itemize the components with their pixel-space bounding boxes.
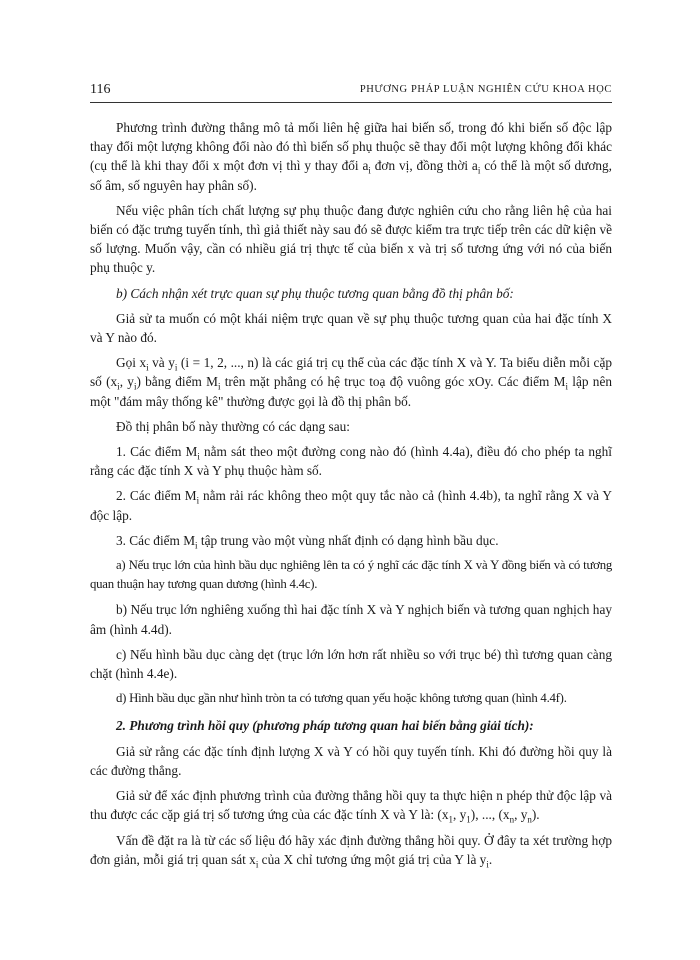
list-item: d) Hình bầu dục gần như hình tròn ta có tương quan yếu hoặc không tương quan (hình 4.4f). xyxy=(116,691,567,706)
paragraph: Gọi $x_i$ và $y_i$ (i = 1, 2, ..., n) là các giá trị cụ thể của các đặc tính X và Y. Ta biểu diễn mỗi cặp số ($x_i$, $y_i$) bằng điểm $M_i$ trên mặt phẳng có hệ trục toạ độ vuông góc xOy. Các điểm $M_i$ lập nên một "đám mây thống kê" thường được gọi là đồ thị phân bố. xyxy=(90,355,612,409)
list-item: 2. Các điểm $M_i$ nằm rải rác không theo một quy tắc nào cả (hình 4.4b), ta nghĩ rằng X và Y độc lập. xyxy=(90,488,613,523)
paragraph: Phương trình đường thẳng mô tả mối liên hệ giữa hai biến số, trong đó khi biến số độc lập thay đổi một lượng không đổi nào đó thì biến số phụ thuộc sẽ thay đổi một lượng không đổi khác (cụ thể là khi thay đổi x một đơn vị thì y thay đổi $a_i$ đơn vị, đồng thời $a_i$ có thể là một số dương, số âm, số nguyên hay phân số). xyxy=(90,120,612,193)
section-heading: 2. Phương trình hồi quy (phương pháp tương quan hai biến bằng giải tích): xyxy=(116,718,534,734)
paragraph: Giả sử để xác định phương trình của đường thẳng hồi quy ta thực hiện n phép thử độc lập và thu được các cặp giá trị số tương ứng của các đặc tính X và Y là: ($x_1$, $y_1$), ..., ($x_n$, $y_n$). xyxy=(90,788,612,825)
list-item: a) Nếu trục lớn của hình bầu dục nghiêng lên ta có ý nghĩ các đặc tính X và Y đồng biến và có tương quan thuận hay tương quan dương (hình 4.4c). xyxy=(90,558,612,592)
paragraph: Vấn đề đặt ra là từ các số liệu đó hãy xác định đường thẳng hồi quy. Ở đây ta xét trường hợp đơn giản, mỗi giá trị quan sát $x_i$ của X chỉ tương ứng một giá trị của Y là $y_i$. xyxy=(90,832,612,870)
page-header xyxy=(90,80,612,103)
page-body xyxy=(90,118,612,875)
list-item: c) Nếu hình bầu dục càng dẹt (trục lớn lớn hơn rất nhiều so với trục bé) thì tương quan càng chặt (hình 4.4e). xyxy=(90,646,612,682)
paragraph: Đồ thị phân bố này thường có các dạng sau: xyxy=(116,418,350,434)
paragraph: Nếu việc phân tích chất lượng sự phụ thuộc đang được nghiên cứu cho rằng liên hệ của hai biến có đặc trưng tuyến tính, thì giả thiết này sau đó sẽ được kiểm tra trực tiếp trên các dữ kiện về số lượng. Muốn vậy, cần có nhiều giá trị thực tế của biến x và trị số tương ứng với nó của biến phụ thuộc y. xyxy=(90,202,612,276)
list-item: b) Nếu trục lớn nghiêng xuống thì hai đặc tính X và Y nghịch biến và tương quan nghịch hay âm (hình 4.4d). xyxy=(90,602,612,637)
paragraph: Giả sử ta muốn có một khái niệm trực quan về sự phụ thuộc tương quan của hai đặc tính X và Y nào đó. xyxy=(90,310,612,346)
section-heading: b) Cách nhận xét trực quan sự phụ thuộc tương quan bằng đồ thị phân bố: xyxy=(116,285,514,301)
running-title: PHƯƠNG PHÁP LUẬN NGHIÊN CỨU KHOA HỌC xyxy=(359,84,612,95)
list-item: 3. Các điểm $M_i$ tập trung vào một vùng nhất định có dạng hình bầu dục. xyxy=(116,532,499,551)
list-item: 1. Các điểm $M_i$ nằm sát theo một đường cong nào đó (hình 4.4a), điều đó cho phép ta nghĩ rằng các đặc tính X và Y phụ thuộc hàm số. xyxy=(90,444,613,479)
page-number: 116 xyxy=(90,82,111,97)
paragraph: Giả sử rằng các đặc tính định lượng X và Y có hồi quy tuyến tính. Khi đó đường hồi quy là các đường thẳng. xyxy=(90,743,612,778)
